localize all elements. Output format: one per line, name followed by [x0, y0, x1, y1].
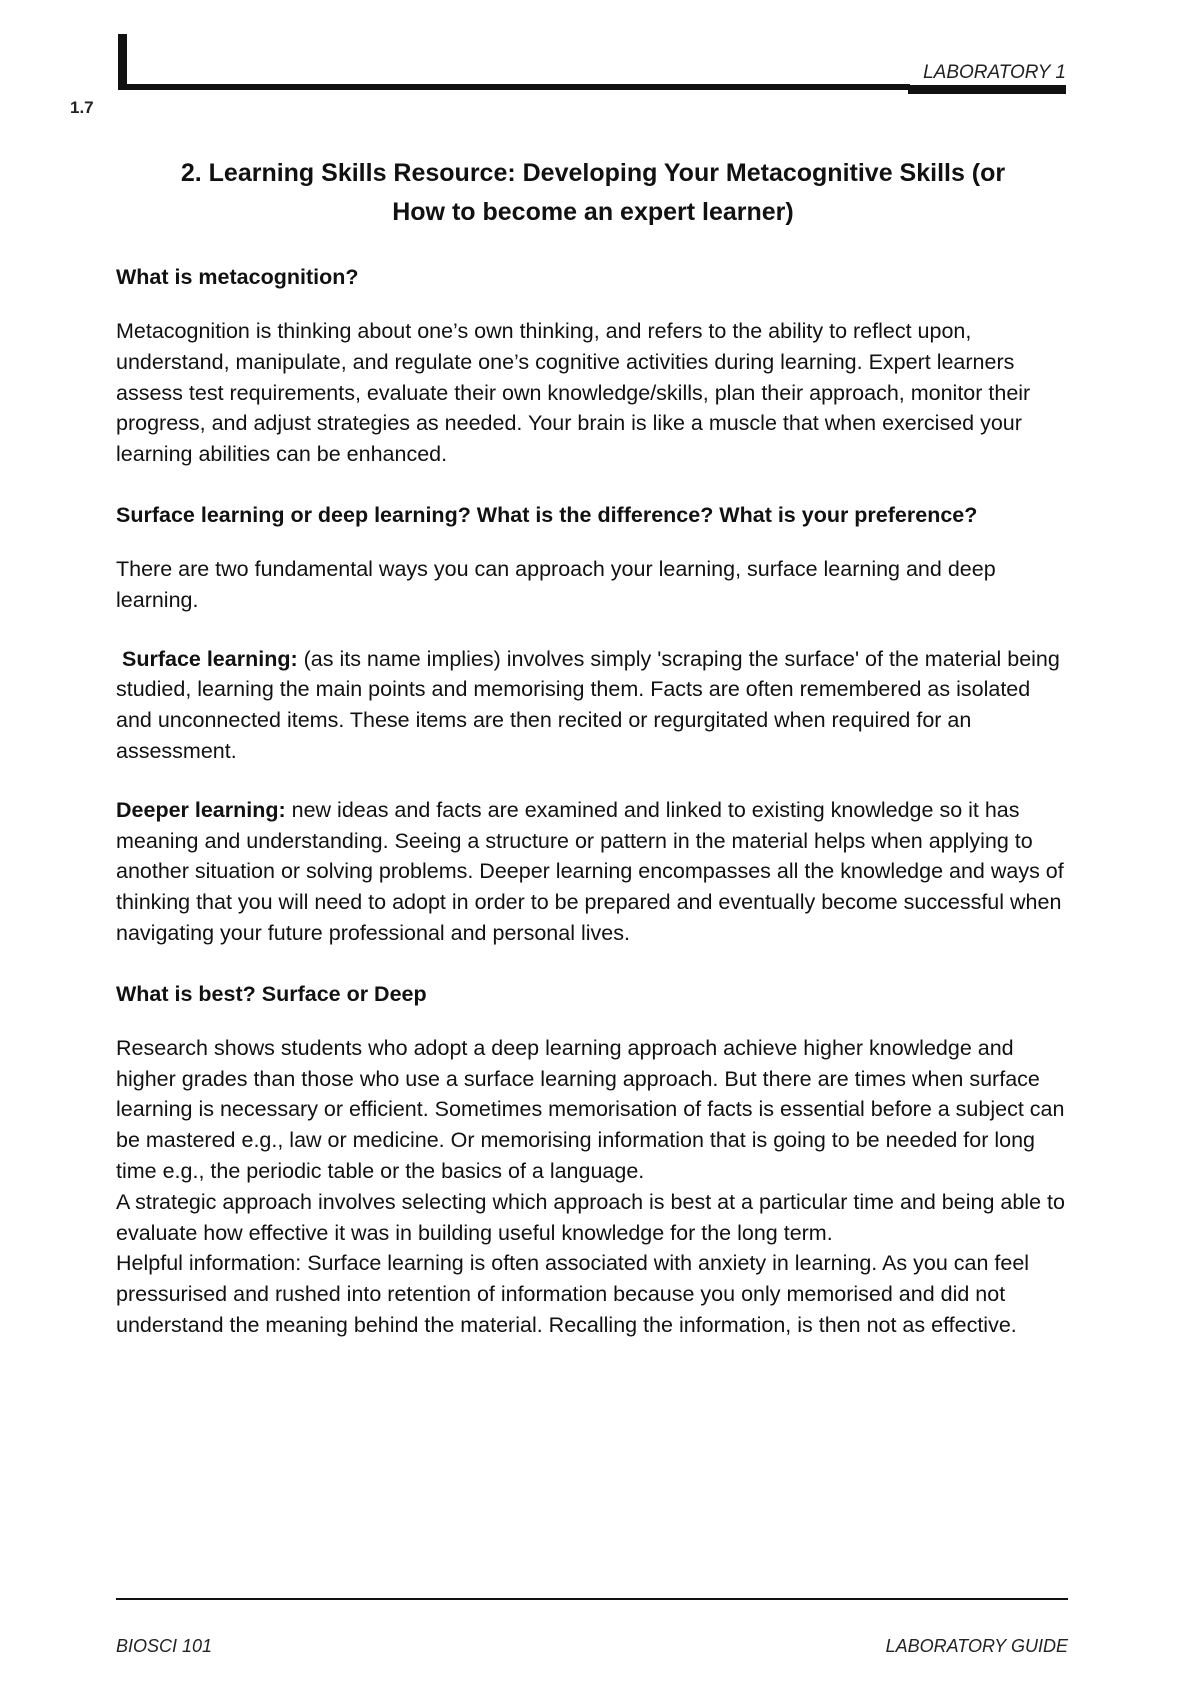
page-content [116, 154, 1070, 1341]
deeper-learning-text: new ideas and facts are examined and linked to existing knowledge so it has meaning and understanding. Seeing a structure or pattern in the material helps when applying to another situation or solving problems. Deeper learning encompasses all the knowledge and ways of thinking that you will need to adopt in order to be prepared and eventually become successful when navigating your future professional and personal lives. [116, 797, 1064, 945]
section-title-line1: 2. Learning Skills Resource: Developing Your Metacognitive Skills (or [180, 159, 1006, 187]
section-title-line2: How to become an expert learner) [392, 198, 794, 226]
header-label: LABORATORY 1 [923, 62, 1066, 83]
heading-what-is-best: What is best? Surface or Deep [116, 981, 427, 1006]
page-number: 1.7 [70, 98, 94, 117]
paragraph-helpful-information: Helpful information: Surface learning is often associated with anxiety in learning. As you can feel pressurised and rushed into retention of information because you only memorised and did not understand the meaning behind the material. Recalling the information, is then not as effective. [116, 1251, 1030, 1337]
paragraph-metacognition: Metacognition is thinking about one’s own thinking, and refers to the ability to reflect upon, understand, manipulate, and regulate one’s cognitive activities during learning. Expert learners assess test requirements, evaluate their own knowledge/skills, plan their approach, monitor their progress, and adjust strategies as needed. Your brain is like a muscle that when exercised your learning abilities can be enhanced. [116, 319, 1031, 467]
paragraph-strategic-approach: A strategic approach involves selecting which approach is best at a particular time and being able to evaluate how effective it was in building useful knowledge for the long term. [116, 1189, 1065, 1245]
paragraph-surface-learning [116, 644, 1070, 767]
surface-learning-term: Surface learning: [121, 646, 298, 671]
footer-course: BIOSCI 101 [116, 1636, 213, 1656]
section-title [116, 154, 1070, 232]
surface-learning-text: (as its name implies) involves simply 'scraping the surface' of the material being studied, learning the main points and memorising them. Facts are often remembered as isolated and unconnected items. These items are then recited or regurgitated when required for an assessment. [116, 646, 1060, 763]
heading-metacognition: What is metacognition? [116, 265, 359, 289]
header-rule-thick [908, 85, 1066, 94]
footer-guide: LABORATORY GUIDE [885, 1636, 1068, 1656]
deeper-learning-term: Deeper learning: [116, 797, 286, 822]
paragraph-deeper-learning [116, 795, 1070, 949]
heading-surface-or-deep: Surface learning or deep learning? What is the difference? What is your preference? [116, 502, 978, 527]
paragraph-research: Research shows students who adopt a deep learning approach achieve higher knowledge and higher grades than those who use a surface learning approach. But there are times when surface learning is necessary or efficient. Sometimes memorisation of facts is essential before a subject can be mastered e.g., law or medicine. Or memorising information that is going to be needed for long time e.g., the periodic table or the basics of a language. [116, 1035, 1065, 1183]
paragraph-two-approaches: There are two fundamental ways you can approach your learning, surface learning and deep learning. [116, 556, 996, 612]
header-rule [118, 84, 910, 90]
footer-rule [116, 1598, 1068, 1600]
corner-vertical-bar [118, 34, 127, 90]
